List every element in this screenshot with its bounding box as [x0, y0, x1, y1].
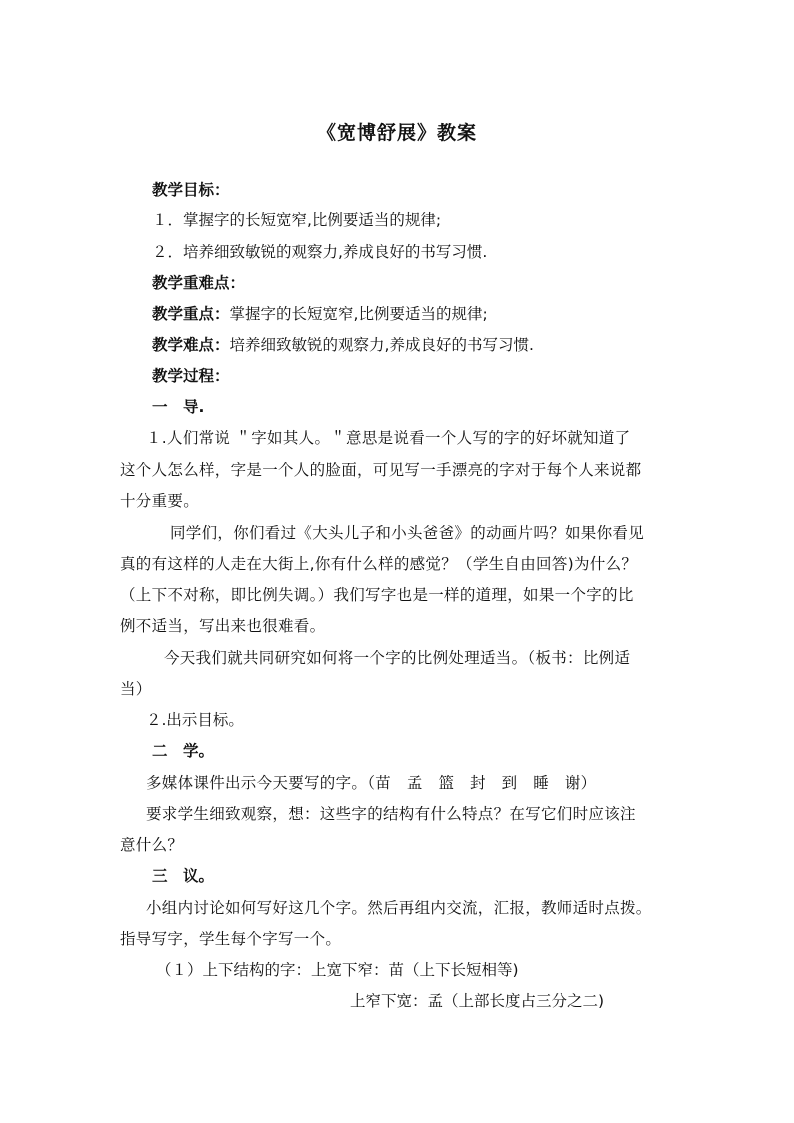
difficult-point-text: 培养细致敏锐的观察力,养成良好的书写习惯. [229, 336, 534, 354]
paragraph-2-line-1: 同学们，你们看过《大头儿子和小头爸爸》的动画片吗？如果你看见 [170, 524, 645, 542]
paragraph-2-line-4: 例不适当，写出来也很难看。 [120, 617, 326, 635]
paragraph-1-line-2: 这个人怎么样，字是一个人的脸面，可见写一手漂亮的字对于每个人来说都 [120, 461, 642, 479]
process-heading: 教学过程： [152, 367, 230, 385]
paragraph-5: 多媒体课件出示今天要写的字。（苗 孟 篮 封 到 睡 谢） [146, 774, 597, 792]
document-title: 《宽博舒展》教案 [316, 122, 477, 144]
paragraph-6-line-1: 要求学生细致观察，想：这些字的结构有什么特点？在写它们时应该注 [146, 805, 636, 823]
key-point-label: 教学重点： [152, 305, 230, 323]
paragraph-6-line-2: 意什么？ [120, 836, 184, 854]
section-3-heading: 三 议。 [152, 867, 215, 885]
paragraph-3-line-1: 今天我们就共同研究如何将一个字的比例处理适当。（板书：比例适 [164, 649, 631, 667]
key-point-line [152, 304, 488, 324]
paragraph-7-line-1: 小组内讨论如何写好这几个字。然后再组内交流，汇报，教师适时点拨。 [146, 899, 652, 917]
goals-heading: 教学目标： [152, 181, 230, 199]
paragraph-7-line-2: 指导写字，学生每个字写一个。 [120, 930, 342, 948]
paragraph-2-line-2: 真的有这样的人走在大街上,你有什么样的感觉？（学生自由回答)为什么？ [120, 555, 638, 573]
paragraph-1-line-3: 十分重要。 [120, 492, 200, 510]
paragraph-3-line-2: 当） [120, 680, 152, 698]
paragraph-4: ２.出示目标。 [146, 711, 244, 729]
key-difficult-heading: 教学重难点： [152, 274, 246, 292]
key-point-text: 掌握字的长短宽窄,比例要适当的规律; [229, 305, 488, 323]
section-1-heading: 一 导. [152, 398, 205, 416]
goal-1: １．掌握字的长短宽窄,比例要适当的规律; [152, 211, 442, 229]
section-2-heading: 二 学。 [152, 742, 215, 760]
goal-2: ２．培养细致敏锐的观察力,养成良好的书写习惯. [152, 243, 488, 261]
paragraph-2-line-3: （上下不对称，即比例失调。）我们写字也是一样的道理，如果一个字的比 [120, 586, 634, 604]
difficult-point-label: 教学难点： [152, 336, 230, 354]
paragraph-1-line-1: １.人们常说 ＂字如其人。＂意思是说看一个人写的字的好坏就知道了 [146, 429, 631, 447]
difficult-point-line [152, 335, 534, 355]
paragraph-8: （１）上下结构的字：上宽下窄：苗（上下长短相等) [156, 961, 519, 979]
paragraph-9: 上窄下宽：孟（上部长度占三分之二) [350, 992, 605, 1010]
